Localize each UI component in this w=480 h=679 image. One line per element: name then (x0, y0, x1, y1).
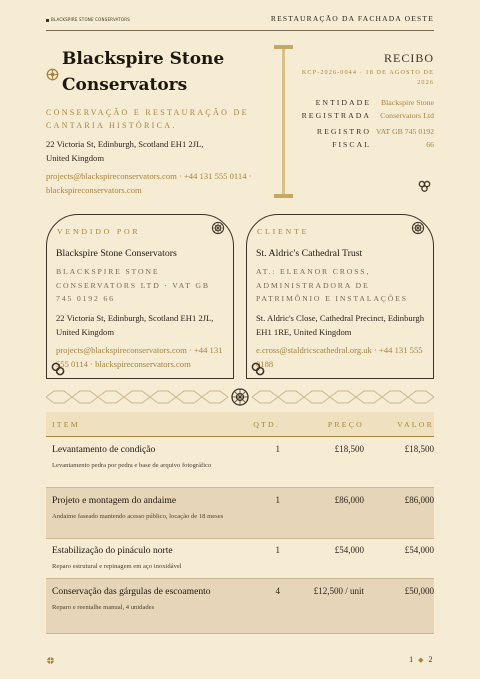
seller-name: Blackspire Stone Conservators (56, 248, 177, 259)
ring-icon (251, 362, 265, 376)
row-item-cell (46, 539, 238, 573)
row-qty: 1 (275, 545, 280, 555)
receipt-title: RECIBO (383, 51, 434, 65)
row-total: £54,000 (404, 545, 434, 555)
company-small-label: BLACKSPIRE STONE CONSERVATORS (46, 17, 130, 22)
table-row (46, 539, 434, 579)
table-row (46, 437, 434, 488)
row-item-cell (46, 488, 238, 523)
brand-contact-line1[interactable]: projects@blackspireconservators.com · +44 131 555 0114 · (46, 171, 252, 181)
row-price: £18,500 (334, 444, 364, 454)
row-total: £86,000 (404, 495, 434, 505)
client-address: St. Aldric's Close, Cathedral Precinct, Edinburgh EH1 1RE, United Kingdom (256, 313, 424, 337)
tax-value: VAT GB 745 0192 66 (376, 127, 434, 149)
top-bar (46, 14, 434, 28)
row-price: £54,000 (334, 545, 364, 555)
row-item-name: Estabilização do pináculo norte (52, 545, 173, 556)
row-item-desc: Reparo e reentalhe manual, 4 unidades (52, 604, 155, 611)
receipt-number: KCP-2026-0044 · 18 DE AGOSTO DE 2026 (301, 69, 434, 86)
tax-label: REGISTRO FISCAL (316, 127, 371, 149)
row-qty: 4 (275, 586, 280, 596)
top-divider (46, 30, 434, 31)
entity-label: ENTIDADE REGISTRADA (301, 98, 371, 120)
meta-row-tax (296, 125, 434, 151)
line-items-table (46, 412, 434, 634)
seller-card (46, 214, 234, 379)
meta-row-entity (296, 96, 434, 122)
table-row (46, 579, 434, 634)
row-qty: 1 (275, 444, 280, 454)
col-price: PREÇO (327, 419, 364, 429)
brand-address-line1: 22 Victoria St, Edinburgh, Scotland EH1 2JL, (46, 139, 204, 149)
row-item-cell (46, 437, 238, 472)
seller-label: VENDIDO POR (57, 227, 141, 236)
pillar-cap-bottom (274, 194, 293, 198)
page-separator-icon: ◆ (418, 656, 425, 664)
row-price: £12,500 / unit (313, 586, 364, 596)
seller-contact[interactable]: projects@blackspireconservators.com · +44 131 555 0114 · blackspireconservators.com (56, 345, 223, 369)
brand-contact-line2[interactable]: blackspireconservators.com (46, 185, 142, 195)
row-price: £86,000 (334, 495, 364, 505)
row-item-name: Levantamento de condição (52, 444, 156, 455)
client-name: St. Aldric's Cathedral Trust (256, 248, 363, 259)
ornamental-frieze (46, 387, 434, 407)
rosette-icon (411, 221, 425, 235)
page-number (409, 655, 434, 664)
rosette-icon (211, 221, 225, 235)
col-qty: QTD. (253, 419, 280, 429)
seller-detail: BLACKSPIRE STONE CONSERVATORS LTD · VAT GB 745 0192 66 (56, 267, 210, 303)
fleuron-icon (46, 656, 55, 665)
pillar-cap-top (274, 45, 293, 49)
row-item-cell (46, 579, 238, 614)
total-pages: 2 (428, 655, 434, 664)
current-page: 1 (409, 655, 415, 664)
brand-address (46, 137, 261, 165)
row-qty: 1 (275, 495, 280, 505)
table-header (46, 412, 434, 437)
table-row (46, 488, 434, 539)
col-item: ITEM (52, 419, 80, 429)
row-total: £50,000 (404, 586, 434, 596)
client-label: CLIENTE (257, 227, 310, 236)
row-item-desc: Reparo estrutural e repinagem em aço inoxidável (52, 563, 182, 570)
trefoil-icon (418, 180, 431, 192)
brand-name: Blackspire Stone Conservators (62, 49, 225, 95)
brand-tagline: CONSERVAÇÃO E RESTAURAÇÃO DE CANTARIA HISTÓRICA. (46, 108, 249, 130)
row-item-name: Conservação das gárgulas de escoamento (52, 586, 211, 597)
row-item-desc: Andaime faseado mantendo acesso público, locação de 18 meses (52, 513, 224, 520)
rosette-icon (232, 389, 248, 405)
seller-address: 22 Victoria St, Edinburgh, Scotland EH1 2JL, United Kingdom (56, 313, 214, 337)
row-total: £18,500 (404, 444, 434, 454)
row-item-desc: Levantamento pedra por pedra e base de arquivo fotográfico (52, 462, 212, 469)
document-title: RESTAURAÇÃO DA FACHADA OESTE (270, 14, 434, 23)
client-detail: AT.: ELEANOR CROSS, ADMINISTRADORA DE PATRIMÔNIO E INSTALAÇÕES (256, 267, 408, 303)
receipt-meta (296, 96, 434, 154)
brand-address-line2: United Kingdom (46, 153, 105, 163)
client-card (246, 214, 434, 379)
row-item-name: Projeto e montagem do andaime (52, 495, 177, 506)
emblem-icon (46, 68, 59, 81)
col-total: VALOR (397, 419, 434, 429)
client-contact[interactable]: e.cross@staldricscathedral.org.uk · +44 131 555 0188 (256, 345, 423, 369)
decorative-pillar (282, 46, 285, 196)
brand-contacts (46, 169, 266, 197)
ring-icon (51, 362, 65, 376)
entity-value: Blackspire Stone Conservators Ltd (380, 98, 434, 120)
